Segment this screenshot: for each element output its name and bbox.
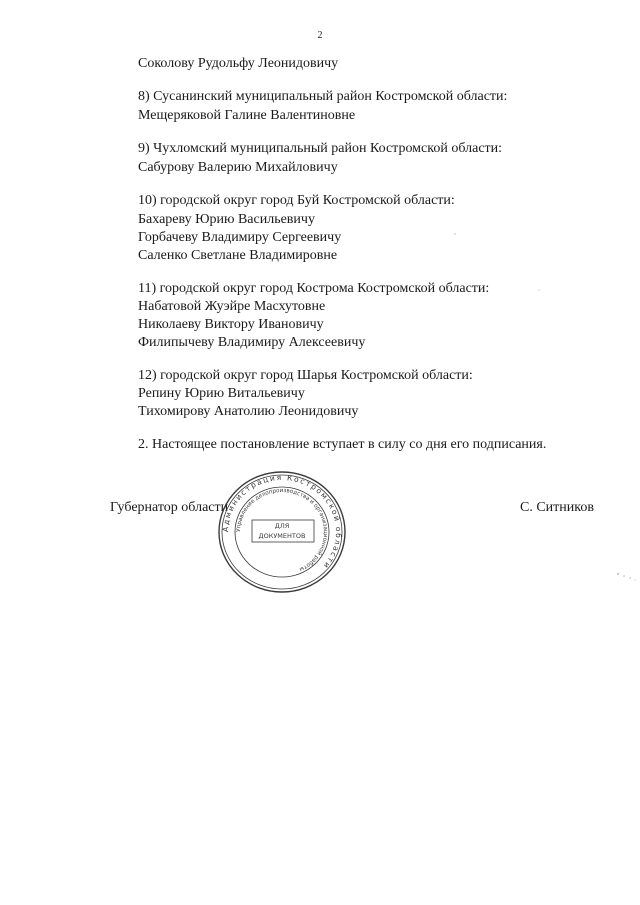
- recipient-line: Набатовой Жуэйре Масхутовне: [138, 299, 326, 314]
- scan-speckle: [452, 231, 458, 237]
- recipient-line: Мещеряковой Галине Валентиновне: [138, 108, 356, 123]
- district-heading: 11) городской округ город Кострома Костромской области:: [138, 281, 490, 296]
- recipient-line: Горбачеву Владимиру Сергеевичу: [138, 230, 342, 245]
- recipient-line: Бахареву Юрию Васильевичу: [138, 212, 315, 227]
- signatory-position: Губернатор области: [110, 500, 229, 515]
- recipient-line: Филипычеву Владимиру Алексеевичу: [138, 335, 366, 350]
- recipient-line: Николаеву Виктору Ивановичу: [138, 317, 324, 332]
- effective-clause: 2. Настоящее постановление вступает в силу со дня его подписания.: [138, 437, 547, 452]
- recipient-line: Соколову Рудольфу Леонидовичу: [138, 56, 339, 71]
- district-heading: 10) городской округ город Буй Костромской области:: [138, 193, 455, 208]
- recipient-line: Тихомирову Анатолию Леонидовичу: [138, 404, 359, 419]
- stamp-center-line1: ДЛЯ: [274, 522, 290, 530]
- district-heading: 8) Сусанинский муниципальный район Костромской области:: [138, 89, 508, 104]
- signatory-name: С. Ситников: [520, 500, 594, 515]
- recipient-line: Саленко Светлане Владимировне: [138, 248, 338, 263]
- recipient-line: Репину Юрию Витальевичу: [138, 386, 305, 401]
- stamp-outer-text: Администрация Костромской области: [220, 472, 344, 572]
- page-number: 2: [317, 30, 323, 41]
- recipient-line: Сабурову Валерию Михайловичу: [138, 160, 338, 175]
- official-stamp: [216, 470, 348, 594]
- district-heading: 9) Чухломский муниципальный район Костромской области:: [138, 141, 503, 156]
- stamp-center-line2: ДОКУМЕНТОВ: [258, 532, 306, 540]
- district-heading: 12) городской округ город Шарья Костромской области:: [138, 368, 473, 383]
- scan-speckle: [536, 287, 542, 293]
- stamp-inner-text: Управление делопроизводства и организационной работы: [235, 487, 329, 573]
- scan-speckles: [615, 570, 639, 584]
